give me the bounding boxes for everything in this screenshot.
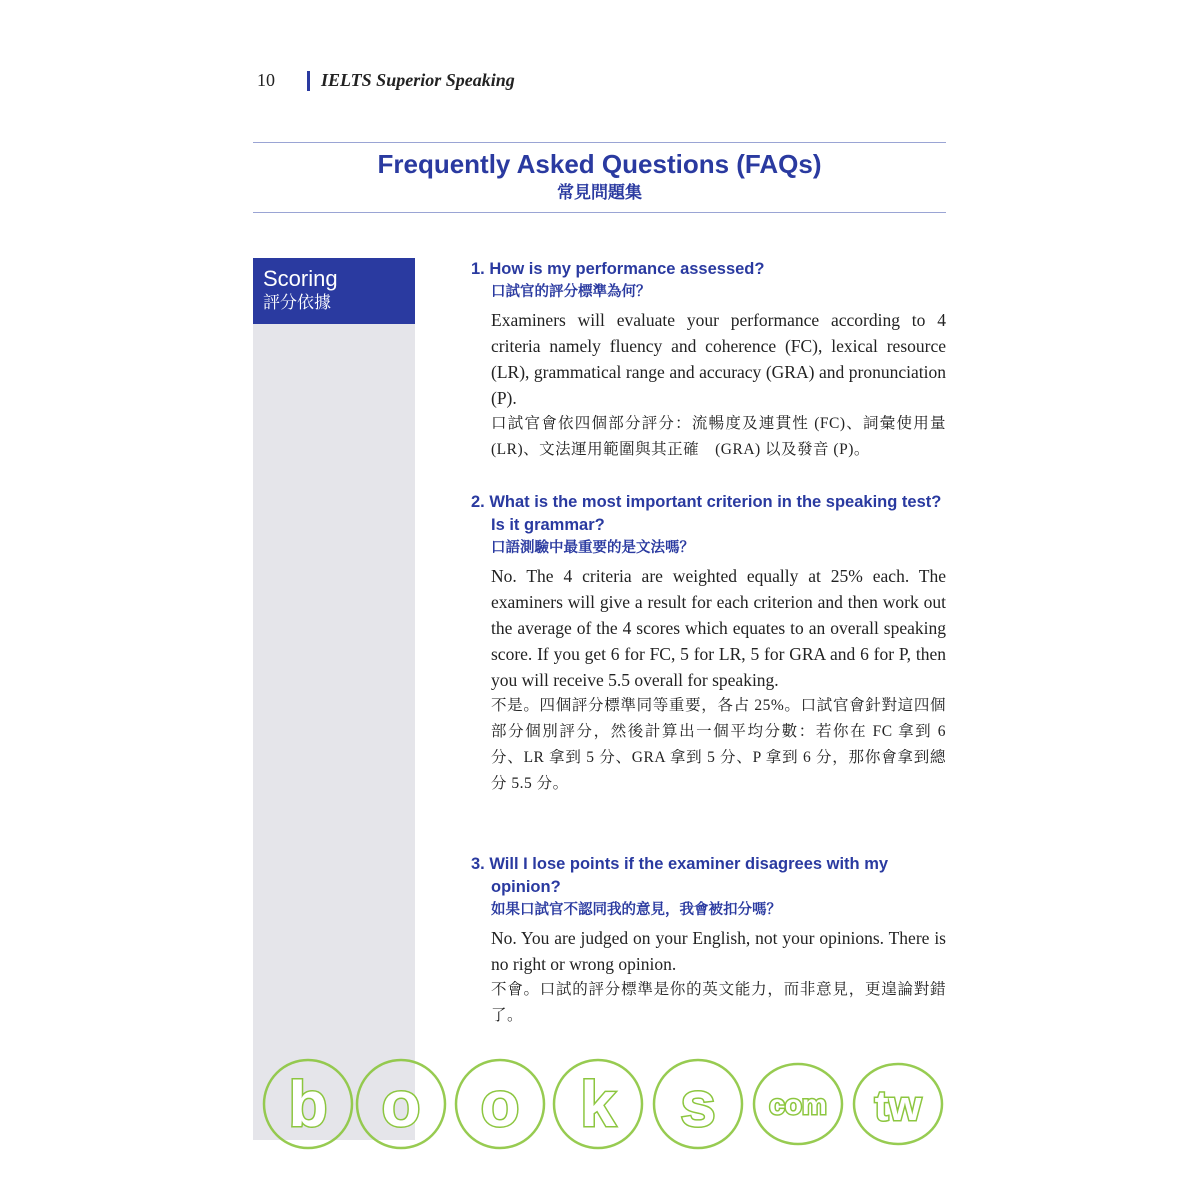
watermark-letter: o (381, 1068, 421, 1140)
faq-answer-chinese: 不會。口試的評分標準是你的英文能力，而非意見，更遑論對錯了。 (491, 981, 946, 1024)
faq-item (471, 853, 949, 1029)
faq-question-english: 2. What is the most important criterion in the speaking test? Is it grammar? (471, 493, 942, 534)
faq-answer-chinese: 口試官會依四個部分評分：流暢度及連貫性 (FC)、詞彙使用量 (LR)、文法運用範圍與其正確 (GRA) 以及發音 (P)。 (491, 415, 946, 458)
faq-item (471, 258, 949, 463)
page-title (253, 148, 946, 206)
faq-question-chinese: 口語測驗中最重要的是文法嗎？ (491, 540, 694, 556)
page-title-english: Frequently Asked Questions (FAQs) (377, 149, 822, 179)
title-bottom-rule (253, 212, 946, 213)
header-divider (307, 71, 310, 91)
page-number: 10 (257, 70, 275, 90)
section-header (253, 258, 415, 324)
title-top-rule (253, 142, 946, 143)
section-title: Scoring (263, 266, 338, 291)
watermark-letter: s (680, 1068, 716, 1140)
watermark-com: com (769, 1089, 827, 1120)
faq-answer-english: No. The 4 criteria are weighted equally at 25% each. The examiners will give a result for each criterion and then work out the average of the 4 scores which equates to an overall speaking score. If you get 6 for FC, 5 for LR, 5 for GRA and 6 for P, then you will receive 5.5 overall for speaking. (491, 566, 946, 690)
faq-item (471, 491, 949, 797)
watermark-tw: tw (874, 1082, 922, 1129)
watermark-letter: k (580, 1068, 616, 1140)
faq-question-english: 3. Will I lose points if the examiner disagrees with my opinion? (471, 855, 889, 896)
book-title: IELTS Superior Speaking (321, 70, 515, 90)
faq-question-chinese: 如果口試官不認同我的意見，我會被扣分嗎？ (491, 902, 781, 918)
page-title-chinese: 常見問題集 (557, 183, 642, 202)
watermark-letter: b (288, 1068, 328, 1140)
faq-answer-english: No. You are judged on your English, not your opinions. There is no right or wrong opinion. (491, 928, 946, 974)
faq-answer-english: Examiners will evaluate your performance according to 4 criteria namely fluency and coherence (FC), lexical resource (LR), grammatical range and accuracy (GRA) and pronunciation (P). (491, 310, 946, 408)
faq-question-chinese: 口試官的評分標準為何？ (491, 284, 651, 300)
faq-answer-chinese: 不是。四個評分標準同等重要，各占 25%。口試官會針對這四個部分個別評分，然後計算出一個平均分數：若你在 FC 拿到 6 分、LR 拿到 5 分、GRA 拿到 5 分、P 拿到 6 分，那你會拿到總分 5.5 分。 (491, 697, 946, 792)
section-sidebar (253, 258, 415, 1140)
running-head (257, 70, 515, 91)
books-watermark-logo (258, 1052, 948, 1162)
watermark-letter: o (480, 1068, 520, 1140)
section-subtitle: 評分依據 (263, 293, 331, 312)
faq-question-english: 1. How is my performance assessed? (471, 260, 765, 278)
